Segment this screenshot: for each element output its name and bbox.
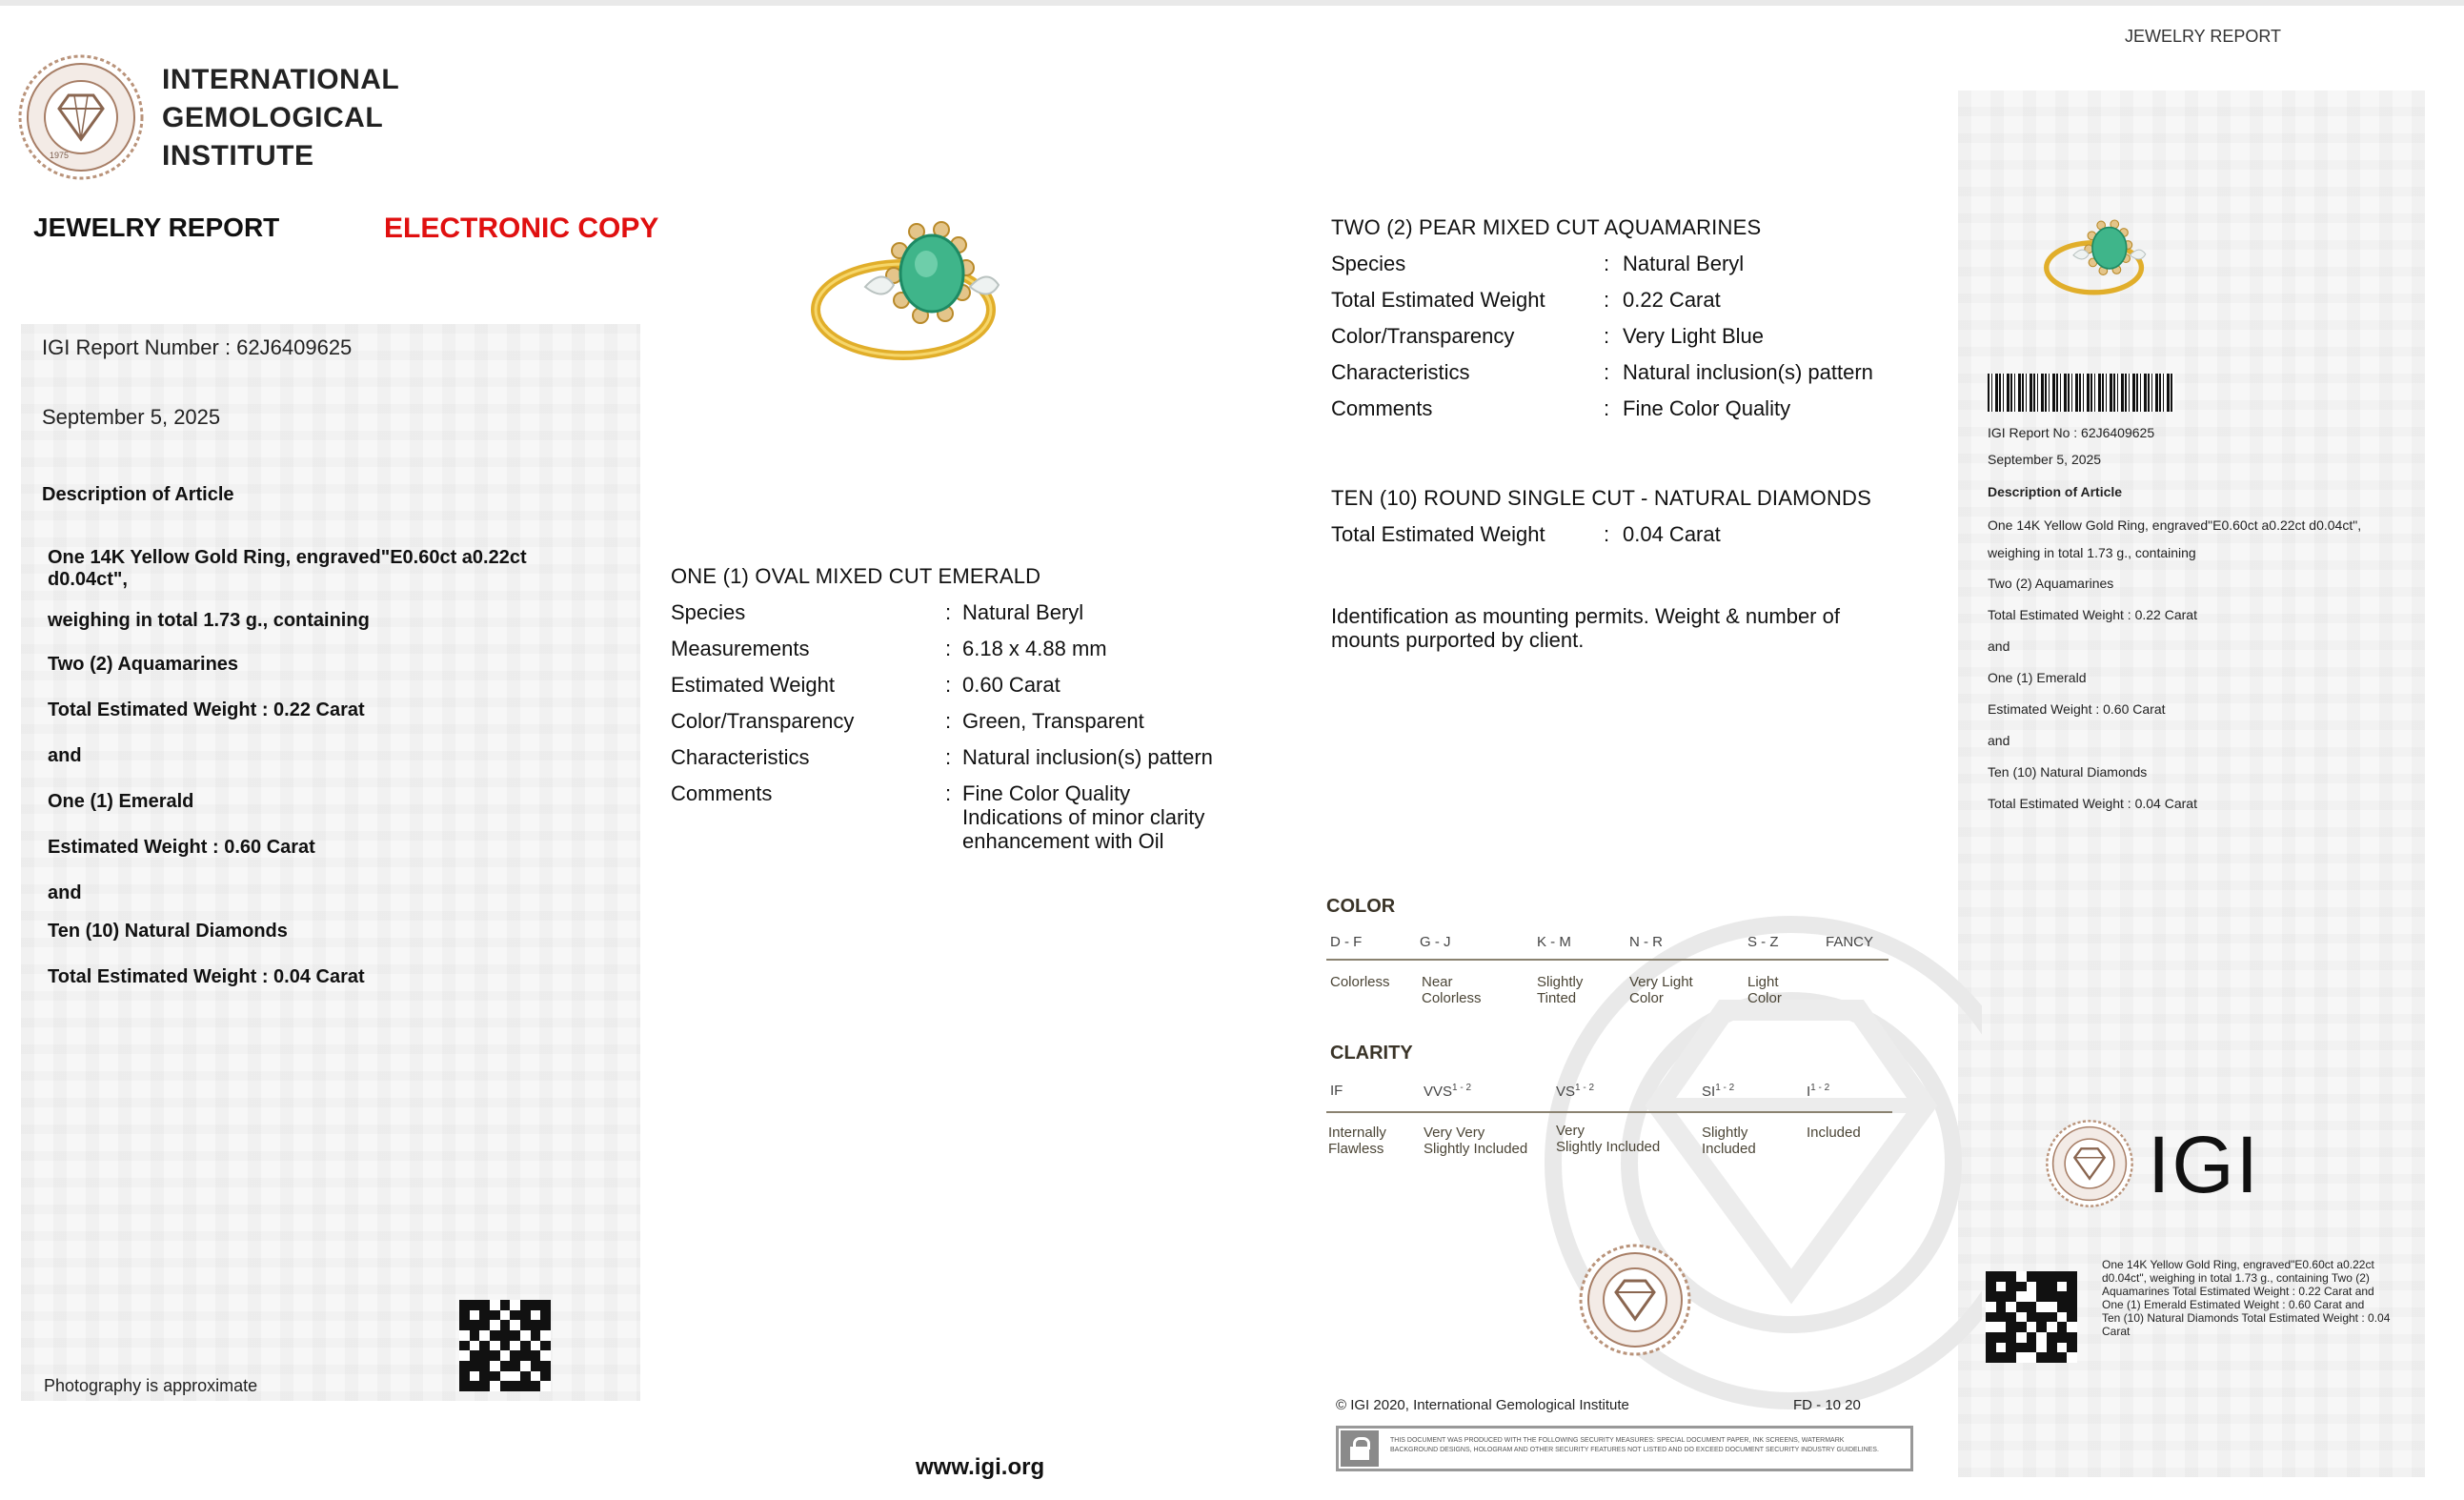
color-desc-km: Slightly Tinted xyxy=(1537,974,1584,1006)
color-desc-nr: Very Light Color xyxy=(1629,974,1693,1006)
color-desc-gj: Near Colorless xyxy=(1422,974,1482,1006)
description-line: Total Estimated Weight : 0.22 Carat xyxy=(48,699,365,720)
clarity-desc-vvs: Very Very Slightly Included xyxy=(1424,1125,1528,1157)
stub-line: and xyxy=(1988,733,2010,748)
identification-note: Identification as mounting permits. Weight & number of mounts purported by client. xyxy=(1331,604,1840,652)
security-box xyxy=(1336,1426,1913,1471)
clarity-desc-i: Included xyxy=(1807,1125,1861,1141)
clarity-scale-title: CLARITY xyxy=(1330,1043,1413,1064)
security-text: THIS DOCUMENT WAS PRODUCED WITH THE FOLLOWING SECURITY MEASURES: SPECIAL DOCUMENT PAPER, INK SCREENS, WATERMARK BACKGROUND DESIGNS, HOLOGRAM AND OTHER SECURITY FEATURES NOT LISTED AND DO EXCEED DOCUMENT SECURITY INDUSTRY GUIDELINES. xyxy=(1390,1437,1879,1453)
aquamarine-row-species: Species : Natural Beryl xyxy=(1331,252,1745,275)
aquamarine-row-characteristics: Characteristics : Natural inclusion(s) pattern xyxy=(1331,360,1873,384)
barcode xyxy=(1988,374,2174,412)
emerald-row-color: Color/Transparency : Green, Transparent xyxy=(671,709,1144,733)
clarity-desc-si: Slightly Included xyxy=(1702,1125,1756,1157)
color-scale-title: COLOR xyxy=(1326,896,1396,917)
clarity-desc-vs: Very Slightly Included xyxy=(1556,1123,1661,1155)
aquamarine-row-weight: Total Estimated Weight : 0.22 Carat xyxy=(1331,288,1721,312)
stub-line: One (1) Emerald xyxy=(1988,670,2087,685)
color-grade-sz: S - Z xyxy=(1747,934,1779,950)
ring-photo xyxy=(798,195,1027,386)
clarity-grade-si: SI$^{1 - 2}$ xyxy=(1702,1083,1735,1100)
stub-summary: One 14K Yellow Gold Ring, engraved"E0.60ct a0.22ct d0.04ct", weighing in total 1.73 g., containing Two (2) Aquamarines Total Estimated Weight : 0.22 Carat and One (1) Emerald Estimated Weight : 0.60 Carat and Ten (10) Natural Diamonds Total Estimated Weight : 0.04 Carat xyxy=(2102,1258,2391,1338)
color-grade-gj: G - J xyxy=(1420,934,1451,950)
clarity-grade-if: IF xyxy=(1330,1083,1343,1099)
stub-ring-photo xyxy=(2037,205,2161,310)
stub-line: Estimated Weight : 0.60 Carat xyxy=(1988,701,2166,717)
description-line: Two (2) Aquamarines xyxy=(48,654,239,675)
stub-report-no: IGI Report No : 62J6409625 xyxy=(1988,425,2155,440)
org-name: INTERNATIONAL GEMOLOGICAL INSTITUTE xyxy=(162,64,400,172)
igi-seal-logo xyxy=(17,53,145,181)
emerald-row-characteristics: Characteristics : Natural inclusion(s) pattern xyxy=(671,745,1213,769)
stub-line: One 14K Yellow Gold Ring, engraved"E0.60ct a0.22ct d0.04ct", xyxy=(1988,517,2362,533)
form-code: FD - 10 20 xyxy=(1793,1397,1861,1413)
color-grade-fancy: FANCY xyxy=(1826,934,1874,950)
description-line: One 14K Yellow Gold Ring, engraved"E0.60ct a0.22ct d0.04ct", xyxy=(48,547,527,590)
qr-code xyxy=(459,1300,551,1391)
seal-year: 1975 xyxy=(50,151,70,160)
clarity-grade-vs: VS$^{1 - 2}$ xyxy=(1556,1083,1595,1100)
igi-logo-seal xyxy=(2045,1119,2134,1208)
stub-line: Two (2) Aquamarines xyxy=(1988,576,2114,591)
description-line: weighing in total 1.73 g., containing xyxy=(48,610,370,631)
stub-description-heading: Description of Article xyxy=(1988,484,2123,499)
igi-logo-text: IGI xyxy=(2148,1120,2261,1209)
color-desc-sz: Light Color xyxy=(1747,974,1782,1006)
color-desc-df: Colorless xyxy=(1330,974,1390,990)
clarity-scale-rule xyxy=(1326,1111,1892,1113)
description-line: Estimated Weight : 0.60 Carat xyxy=(48,837,315,858)
emerald-row-measurements: Measurements : 6.18 x 4.88 mm xyxy=(671,637,1107,660)
description-line: Total Estimated Weight : 0.04 Carat xyxy=(48,966,365,987)
stub-qr-code xyxy=(1986,1271,2077,1363)
electronic-copy-label: ELECTRONIC COPY xyxy=(384,213,659,244)
description-line: One (1) Emerald xyxy=(48,791,194,812)
stub-date: September 5, 2025 xyxy=(1988,452,2102,467)
emerald-heading: ONE (1) OVAL MIXED CUT EMERALD xyxy=(671,564,1041,588)
diamonds-heading: TEN (10) ROUND SINGLE CUT - NATURAL DIAMONDS xyxy=(1331,486,1872,510)
clarity-grade-i: $I^{1 - 2}$ xyxy=(1807,1083,1830,1100)
report-date: September 5, 2025 xyxy=(42,405,221,429)
top-border xyxy=(0,0,2464,6)
color-grade-km: K - M xyxy=(1537,934,1571,950)
color-grade-nr: N - R xyxy=(1629,934,1663,950)
stub-line: Ten (10) Natural Diamonds xyxy=(1988,764,2148,780)
stub-line: Total Estimated Weight : 0.22 Carat xyxy=(1988,607,2197,622)
emerald-row-weight: Estimated Weight : 0.60 Carat xyxy=(671,673,1060,697)
aquamarines-heading: TWO (2) PEAR MIXED CUT AQUAMARINES xyxy=(1331,215,1762,239)
top-right-label: JEWELRY REPORT xyxy=(2125,27,2282,46)
description-line: Ten (10) Natural Diamonds xyxy=(48,921,288,942)
report-title: JEWELRY REPORT xyxy=(33,213,280,242)
stub-line: Total Estimated Weight : 0.04 Carat xyxy=(1988,796,2197,811)
clarity-desc-if: Internally Flawless xyxy=(1328,1125,1386,1157)
diamond-row-weight: Total Estimated Weight : 0.04 Carat xyxy=(1331,522,1721,546)
emerald-row-species: Species : Natural Beryl xyxy=(671,600,1084,624)
description-heading: Description of Article xyxy=(42,484,234,505)
aquamarine-row-color: Color/Transparency : Very Light Blue xyxy=(1331,324,1764,348)
copyright: © IGI 2020, International Gemological Institute xyxy=(1336,1397,1629,1413)
color-grade-df: D - F xyxy=(1330,934,1363,950)
stub-line: weighing in total 1.73 g., containing xyxy=(1988,545,2196,560)
color-scale-rule xyxy=(1326,959,1888,961)
lock-icon xyxy=(1341,1430,1379,1467)
emerald-row-comments: Comments : Fine Color Quality Indications of minor clarity enhancement with Oil xyxy=(671,781,1205,853)
report-number: IGI Report Number : 62J6409625 xyxy=(42,335,353,359)
website-link[interactable]: www.igi.org xyxy=(916,1454,1045,1480)
center-seal-icon xyxy=(1578,1243,1692,1357)
description-line: and xyxy=(48,882,82,903)
description-line: and xyxy=(48,745,82,766)
clarity-grade-vvs: VVS$^{1 - 2}$ xyxy=(1424,1083,1472,1100)
aquamarine-row-comments: Comments : Fine Color Quality xyxy=(1331,396,1791,420)
photo-note: Photography is approximate xyxy=(44,1376,258,1395)
stub-line: and xyxy=(1988,639,2010,654)
